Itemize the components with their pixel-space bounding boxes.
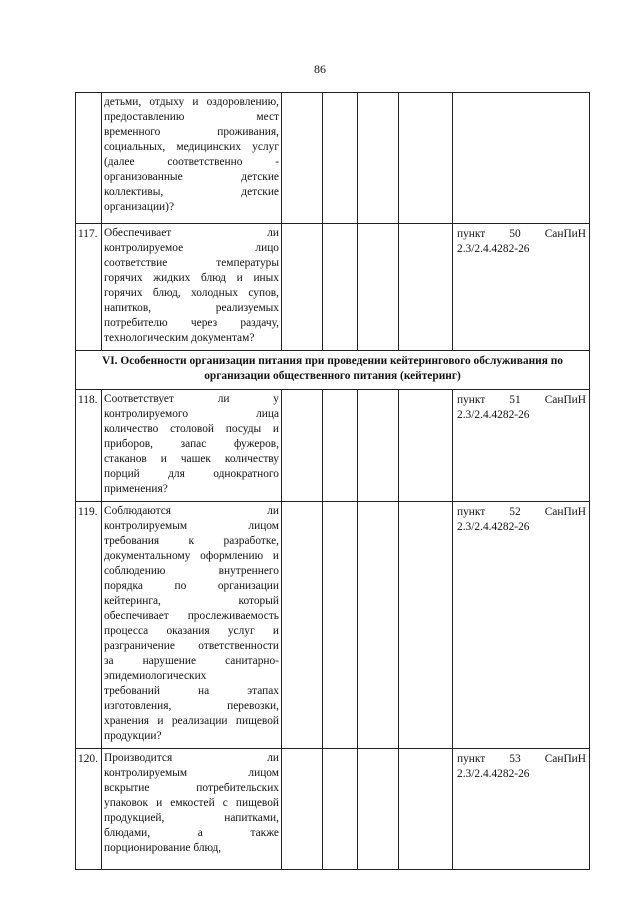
question-line: порционирование блюд, [104, 842, 222, 854]
question-line: соответствие температуры [104, 257, 279, 269]
row-number: 118. [76, 390, 102, 502]
answer-cell [323, 749, 358, 870]
answer-cell [358, 749, 399, 870]
reference-cell [453, 224, 590, 351]
answer-cell [399, 390, 453, 502]
question-line: эпидемиологических [104, 670, 207, 682]
checklist-table [75, 92, 590, 870]
table-row [76, 502, 590, 749]
page-number: 86 [314, 62, 326, 76]
question-line: разграничение ответственности [104, 640, 279, 652]
answer-cell [399, 502, 453, 749]
row-number: 117. [76, 224, 102, 351]
question-line: порядка по организации [104, 580, 279, 592]
question-line: за нарушение санитарно- [104, 655, 279, 667]
question-line: документальному оформлению и [104, 550, 279, 562]
answer-cell [323, 93, 358, 224]
question-line: количество столовой посуды и [104, 423, 279, 435]
answer-cell [282, 502, 323, 749]
reference-cell [453, 502, 590, 749]
question-line: применения? [104, 483, 168, 495]
question-line: (далее соответственно - [104, 156, 279, 168]
answer-cell [358, 390, 399, 502]
question-text [102, 390, 282, 502]
reference-line: 2.3/2.4.4282-26 [457, 409, 530, 421]
answer-cell [282, 93, 323, 224]
question-line: временного проживания, [104, 126, 279, 138]
reference-line: 2.3/2.4.4282-26 [457, 768, 530, 780]
question-line: Соответствует ли у [104, 393, 279, 405]
question-text [102, 93, 282, 224]
question-line: контролируемого лица [104, 408, 279, 420]
question-line: кейтеринга, который [104, 595, 279, 607]
answer-cell [399, 749, 453, 870]
question-text [102, 224, 282, 351]
row-number [76, 93, 102, 224]
question-line: контролируемое лицо [104, 242, 279, 254]
question-line: горячих блюд, холодных супов, [104, 287, 279, 299]
section-heading: VI. Особенности организации питания при проведении кейтерингового обслуживания по организации общественного питания (кейтеринг) [76, 351, 590, 390]
question-line: социальных, медицинских услуг [104, 141, 279, 153]
question-line: изготовления, перевозки, [104, 700, 279, 712]
answer-cell [358, 93, 399, 224]
question-line: напитков, реализуемых [104, 302, 279, 314]
question-line: Производится ли [104, 752, 279, 764]
question-line: горячих жидких блюд и иных [104, 272, 279, 284]
question-line: контролируемым лицом [104, 520, 279, 532]
question-line: контролируемым лицом [104, 767, 279, 779]
table-row [76, 390, 590, 502]
answer-cell [323, 224, 358, 351]
answer-cell [282, 224, 323, 351]
reference-line: 2.3/2.4.4282-26 [457, 521, 530, 533]
question-line: потребителю через раздачу, [104, 317, 279, 329]
question-line: упаковок и емкостей с пищевой [104, 797, 279, 809]
reference-line: пункт 52 СанПиН [457, 506, 586, 518]
answer-cell [323, 502, 358, 749]
question-text [102, 502, 282, 749]
question-line: организации)? [104, 201, 175, 213]
question-line: обеспечивает прослеживаемость [104, 610, 279, 622]
section-heading-row [76, 351, 590, 390]
reference-line: пункт 51 СанПиН [457, 394, 586, 406]
question-line: процесса оказания услуг и [104, 625, 279, 637]
reference-cell [453, 390, 590, 502]
question-line: технологическим документам? [104, 332, 255, 344]
question-line: продукцией, напитками, [104, 812, 279, 824]
answer-cell [399, 93, 453, 224]
question-line: стаканов и чашек количеству [104, 453, 279, 465]
answer-cell [399, 224, 453, 351]
answer-cell [358, 502, 399, 749]
answer-cell [323, 390, 358, 502]
question-text [102, 749, 282, 870]
question-line: приборов, запас фужеров, [104, 438, 279, 450]
table-row [76, 749, 590, 870]
question-line: порций для однократного [104, 468, 279, 480]
question-line: коллективы, детские [104, 186, 279, 198]
question-line: предоставлению мест [104, 111, 279, 123]
question-line: требований на этапах [104, 685, 279, 697]
question-line: Соблюдаются ли [104, 505, 279, 517]
reference-cell [453, 749, 590, 870]
reference-line: пункт 53 СанПиН [457, 753, 586, 765]
question-line: продукции? [104, 730, 162, 742]
question-line: хранения и реализации пищевой [104, 715, 279, 727]
answer-cell [282, 749, 323, 870]
question-line: требования к разработке, [104, 535, 279, 547]
reference-line: пункт 50 СанПиН [457, 228, 586, 240]
question-line: соблюдению внутреннего [104, 565, 279, 577]
question-line: блюдами, а также [104, 827, 279, 839]
table-row [76, 93, 590, 224]
row-number: 120. [76, 749, 102, 870]
question-line: Обеспечивает ли [104, 227, 279, 239]
question-line: организованные детские [104, 171, 279, 183]
answer-cell [282, 390, 323, 502]
question-line: вскрытие потребительских [104, 782, 279, 794]
reference-cell [453, 93, 590, 224]
table-row [76, 224, 590, 351]
answer-cell [358, 224, 399, 351]
row-number: 119. [76, 502, 102, 749]
reference-line: 2.3/2.4.4282-26 [457, 243, 530, 255]
question-line: детьми, отдыху и оздоровлению, [104, 96, 279, 108]
